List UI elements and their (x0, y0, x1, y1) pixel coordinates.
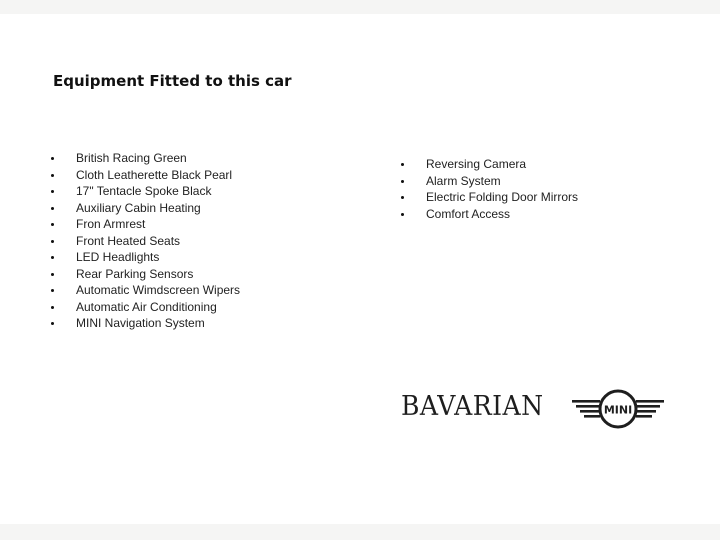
list-item (398, 206, 578, 223)
mini-logo-text: MINI (603, 403, 633, 417)
list-item-label: Comfort Access (426, 206, 511, 221)
dealer-logo-text: BAVARIAN (401, 391, 544, 422)
list-item-label: Fron Armrest (76, 217, 146, 231)
bullet-icon (51, 174, 54, 177)
list-item-label: Electric Folding Door Mirrors (426, 190, 579, 204)
bullet-icon (51, 223, 54, 226)
list-item (48, 282, 240, 299)
list-item-label: 17" Tentacle Spoke Black (76, 184, 212, 198)
list-item (48, 233, 240, 250)
list-item-label: Rear Parking Sensors (76, 266, 194, 281)
list-item (48, 315, 240, 332)
bullet-icon (51, 207, 54, 210)
list-item (398, 156, 578, 173)
bullet-icon (51, 273, 54, 276)
list-item-label: Front Heated Seats (76, 233, 181, 248)
list-item-label: LED Headlights (76, 250, 160, 264)
bullet-icon (51, 306, 54, 309)
bullet-icon (51, 157, 54, 160)
list-item (48, 200, 240, 217)
equipment-list-right (398, 156, 578, 222)
list-item (48, 167, 240, 184)
list-item-label: Auxiliary Cabin Heating (76, 200, 201, 215)
list-item (48, 266, 240, 283)
list-item-label: Automatic Air Conditioning (76, 299, 217, 314)
list-item (48, 249, 240, 266)
bullet-icon (51, 322, 54, 325)
list-item (48, 150, 240, 167)
list-item-label: MINI Navigation System (76, 316, 205, 330)
list-item (48, 299, 240, 316)
bullet-icon (51, 190, 54, 193)
bullet-icon (51, 289, 54, 292)
bullet-icon (401, 163, 404, 166)
list-item (398, 173, 578, 190)
list-item-label: Cloth Leatherette Black Pearl (76, 167, 233, 182)
list-item (48, 216, 240, 233)
bullet-icon (401, 213, 404, 216)
list-item-label: Reversing Camera (426, 157, 527, 171)
list-item-label: Automatic Wimdscreen Wipers (76, 283, 241, 297)
equipment-list-left (48, 150, 240, 332)
bullet-icon (51, 256, 54, 259)
bullet-icon (401, 196, 404, 199)
mini-wings-logo-icon (572, 388, 664, 432)
bullet-icon (51, 240, 54, 243)
list-item (398, 189, 578, 206)
page-title: Equipment Fitted to this car (53, 72, 292, 90)
list-item-label: British Racing Green (76, 151, 187, 165)
bullet-icon (401, 180, 404, 183)
document-page (0, 14, 720, 524)
list-item-label: Alarm System (426, 173, 501, 188)
list-item (48, 183, 240, 200)
